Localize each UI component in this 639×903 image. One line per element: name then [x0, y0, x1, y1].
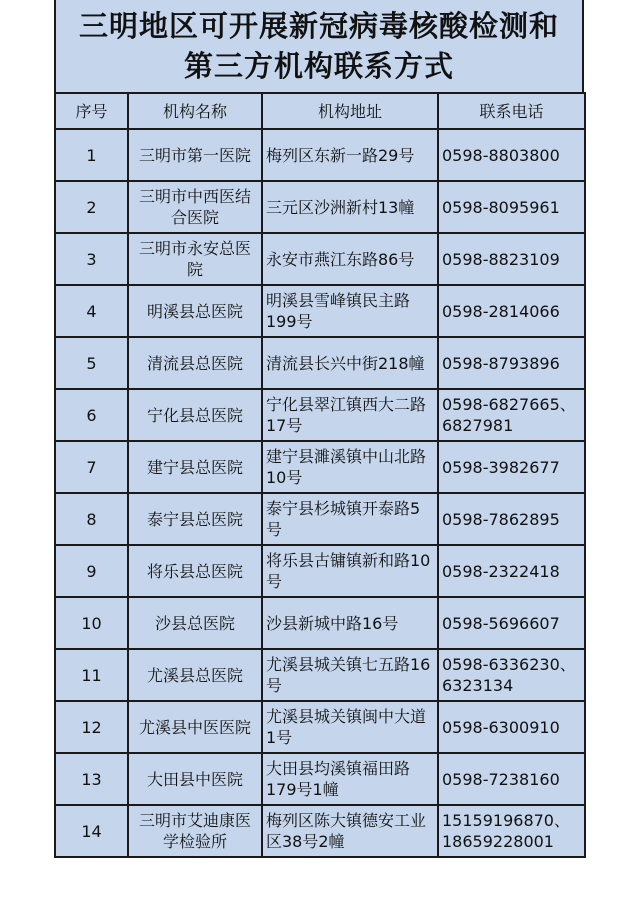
cell-contact-phone: 0598-7862895: [438, 493, 585, 545]
cell-institution-name: 明溪县总医院: [128, 285, 262, 337]
header-institution-name: 机构名称: [128, 93, 262, 129]
cell-contact-phone: 0598-8803800: [438, 129, 585, 181]
document-sheet: [54, 0, 584, 890]
cell-institution-name: 尤溪县中医医院: [128, 701, 262, 753]
table-row: [55, 181, 585, 233]
cell-contact-phone: 0598-8793896: [438, 337, 585, 389]
cell-institution-address: 尤溪县城关镇闽中大道1号: [262, 701, 438, 753]
cell-serial-number: 11: [55, 649, 128, 701]
cell-institution-address: 宁化县翠江镇西大二路17号: [262, 389, 438, 441]
cell-serial-number: 1: [55, 129, 128, 181]
cell-serial-number: 3: [55, 233, 128, 285]
cell-serial-number: 10: [55, 597, 128, 649]
cell-contact-phone: 0598-6336230、6323134: [438, 649, 585, 701]
cell-institution-address: 清流县长兴中街218幢: [262, 337, 438, 389]
title-line-2: 第三方机构联系方式: [183, 49, 454, 83]
cell-institution-address: 大田县均溪镇福田路179号1幢: [262, 753, 438, 805]
table-row: [55, 597, 585, 649]
cell-institution-address: 明溪县雪峰镇民主路199号: [262, 285, 438, 337]
cell-institution-name: 泰宁县总医院: [128, 493, 262, 545]
cell-serial-number: 5: [55, 337, 128, 389]
cell-institution-address: 梅列区陈大镇德安工业区38号2幢: [262, 805, 438, 857]
cell-institution-address: 永安市燕江东路86号: [262, 233, 438, 285]
table-row: [55, 441, 585, 493]
cell-contact-phone: 0598-5696607: [438, 597, 585, 649]
cell-serial-number: 14: [55, 805, 128, 857]
cell-contact-phone: 0598-3982677: [438, 441, 585, 493]
institution-table: [54, 92, 586, 858]
table-row: [55, 233, 585, 285]
table-row: [55, 753, 585, 805]
table-row: [55, 545, 585, 597]
cell-serial-number: 8: [55, 493, 128, 545]
cell-serial-number: 7: [55, 441, 128, 493]
cell-institution-address: 泰宁县杉城镇开泰路5号: [262, 493, 438, 545]
cell-contact-phone: 0598-6827665、6827981: [438, 389, 585, 441]
table-row: [55, 129, 585, 181]
cell-serial-number: 2: [55, 181, 128, 233]
cell-contact-phone: 15159196870、18659228001: [438, 805, 585, 857]
cell-contact-phone: 0598-8823109: [438, 233, 585, 285]
cell-institution-name: 大田县中医院: [128, 753, 262, 805]
cell-institution-address: 三元区沙洲新村13幢: [262, 181, 438, 233]
table-row: [55, 805, 585, 857]
cell-institution-name: 三明市艾迪康医学检验所: [128, 805, 262, 857]
cell-institution-name: 三明市第一医院: [128, 129, 262, 181]
table-row: [55, 493, 585, 545]
table-row: [55, 389, 585, 441]
table-row: [55, 285, 585, 337]
cell-contact-phone: 0598-2322418: [438, 545, 585, 597]
header-serial-number: 序号: [55, 93, 128, 129]
header-contact-phone: 联系电话: [438, 93, 585, 129]
cell-serial-number: 4: [55, 285, 128, 337]
cell-institution-address: 尤溪县城关镇七五路16号: [262, 649, 438, 701]
cell-serial-number: 9: [55, 545, 128, 597]
table-row: [55, 649, 585, 701]
table-row: [55, 701, 585, 753]
table-body: [55, 129, 585, 857]
cell-institution-name: 宁化县总医院: [128, 389, 262, 441]
cell-institution-name: 将乐县总医院: [128, 545, 262, 597]
cell-institution-name: 清流县总医院: [128, 337, 262, 389]
cell-institution-name: 三明市永安总医院: [128, 233, 262, 285]
cell-contact-phone: 0598-6300910: [438, 701, 585, 753]
cell-institution-address: 建宁县濉溪镇中山北路10号: [262, 441, 438, 493]
cell-institution-name: 建宁县总医院: [128, 441, 262, 493]
cell-institution-address: 沙县新城中路16号: [262, 597, 438, 649]
cell-contact-phone: 0598-8095961: [438, 181, 585, 233]
title-block: [54, 0, 584, 92]
cell-contact-phone: 0598-7238160: [438, 753, 585, 805]
cell-institution-name: 沙县总医院: [128, 597, 262, 649]
cell-serial-number: 12: [55, 701, 128, 753]
cell-institution-address: 梅列区东新一路29号: [262, 129, 438, 181]
cell-institution-address: 将乐县古镛镇新和路10号: [262, 545, 438, 597]
cell-institution-name: 三明市中西医结合医院: [128, 181, 262, 233]
title-line-1: 三明地区可开展新冠病毒核酸检测和: [78, 9, 559, 43]
header-institution-address: 机构地址: [262, 93, 438, 129]
cell-serial-number: 6: [55, 389, 128, 441]
table-row: [55, 337, 585, 389]
table-header-row: [55, 93, 585, 129]
cell-institution-name: 尤溪县总医院: [128, 649, 262, 701]
cell-serial-number: 13: [55, 753, 128, 805]
cell-contact-phone: 0598-2814066: [438, 285, 585, 337]
